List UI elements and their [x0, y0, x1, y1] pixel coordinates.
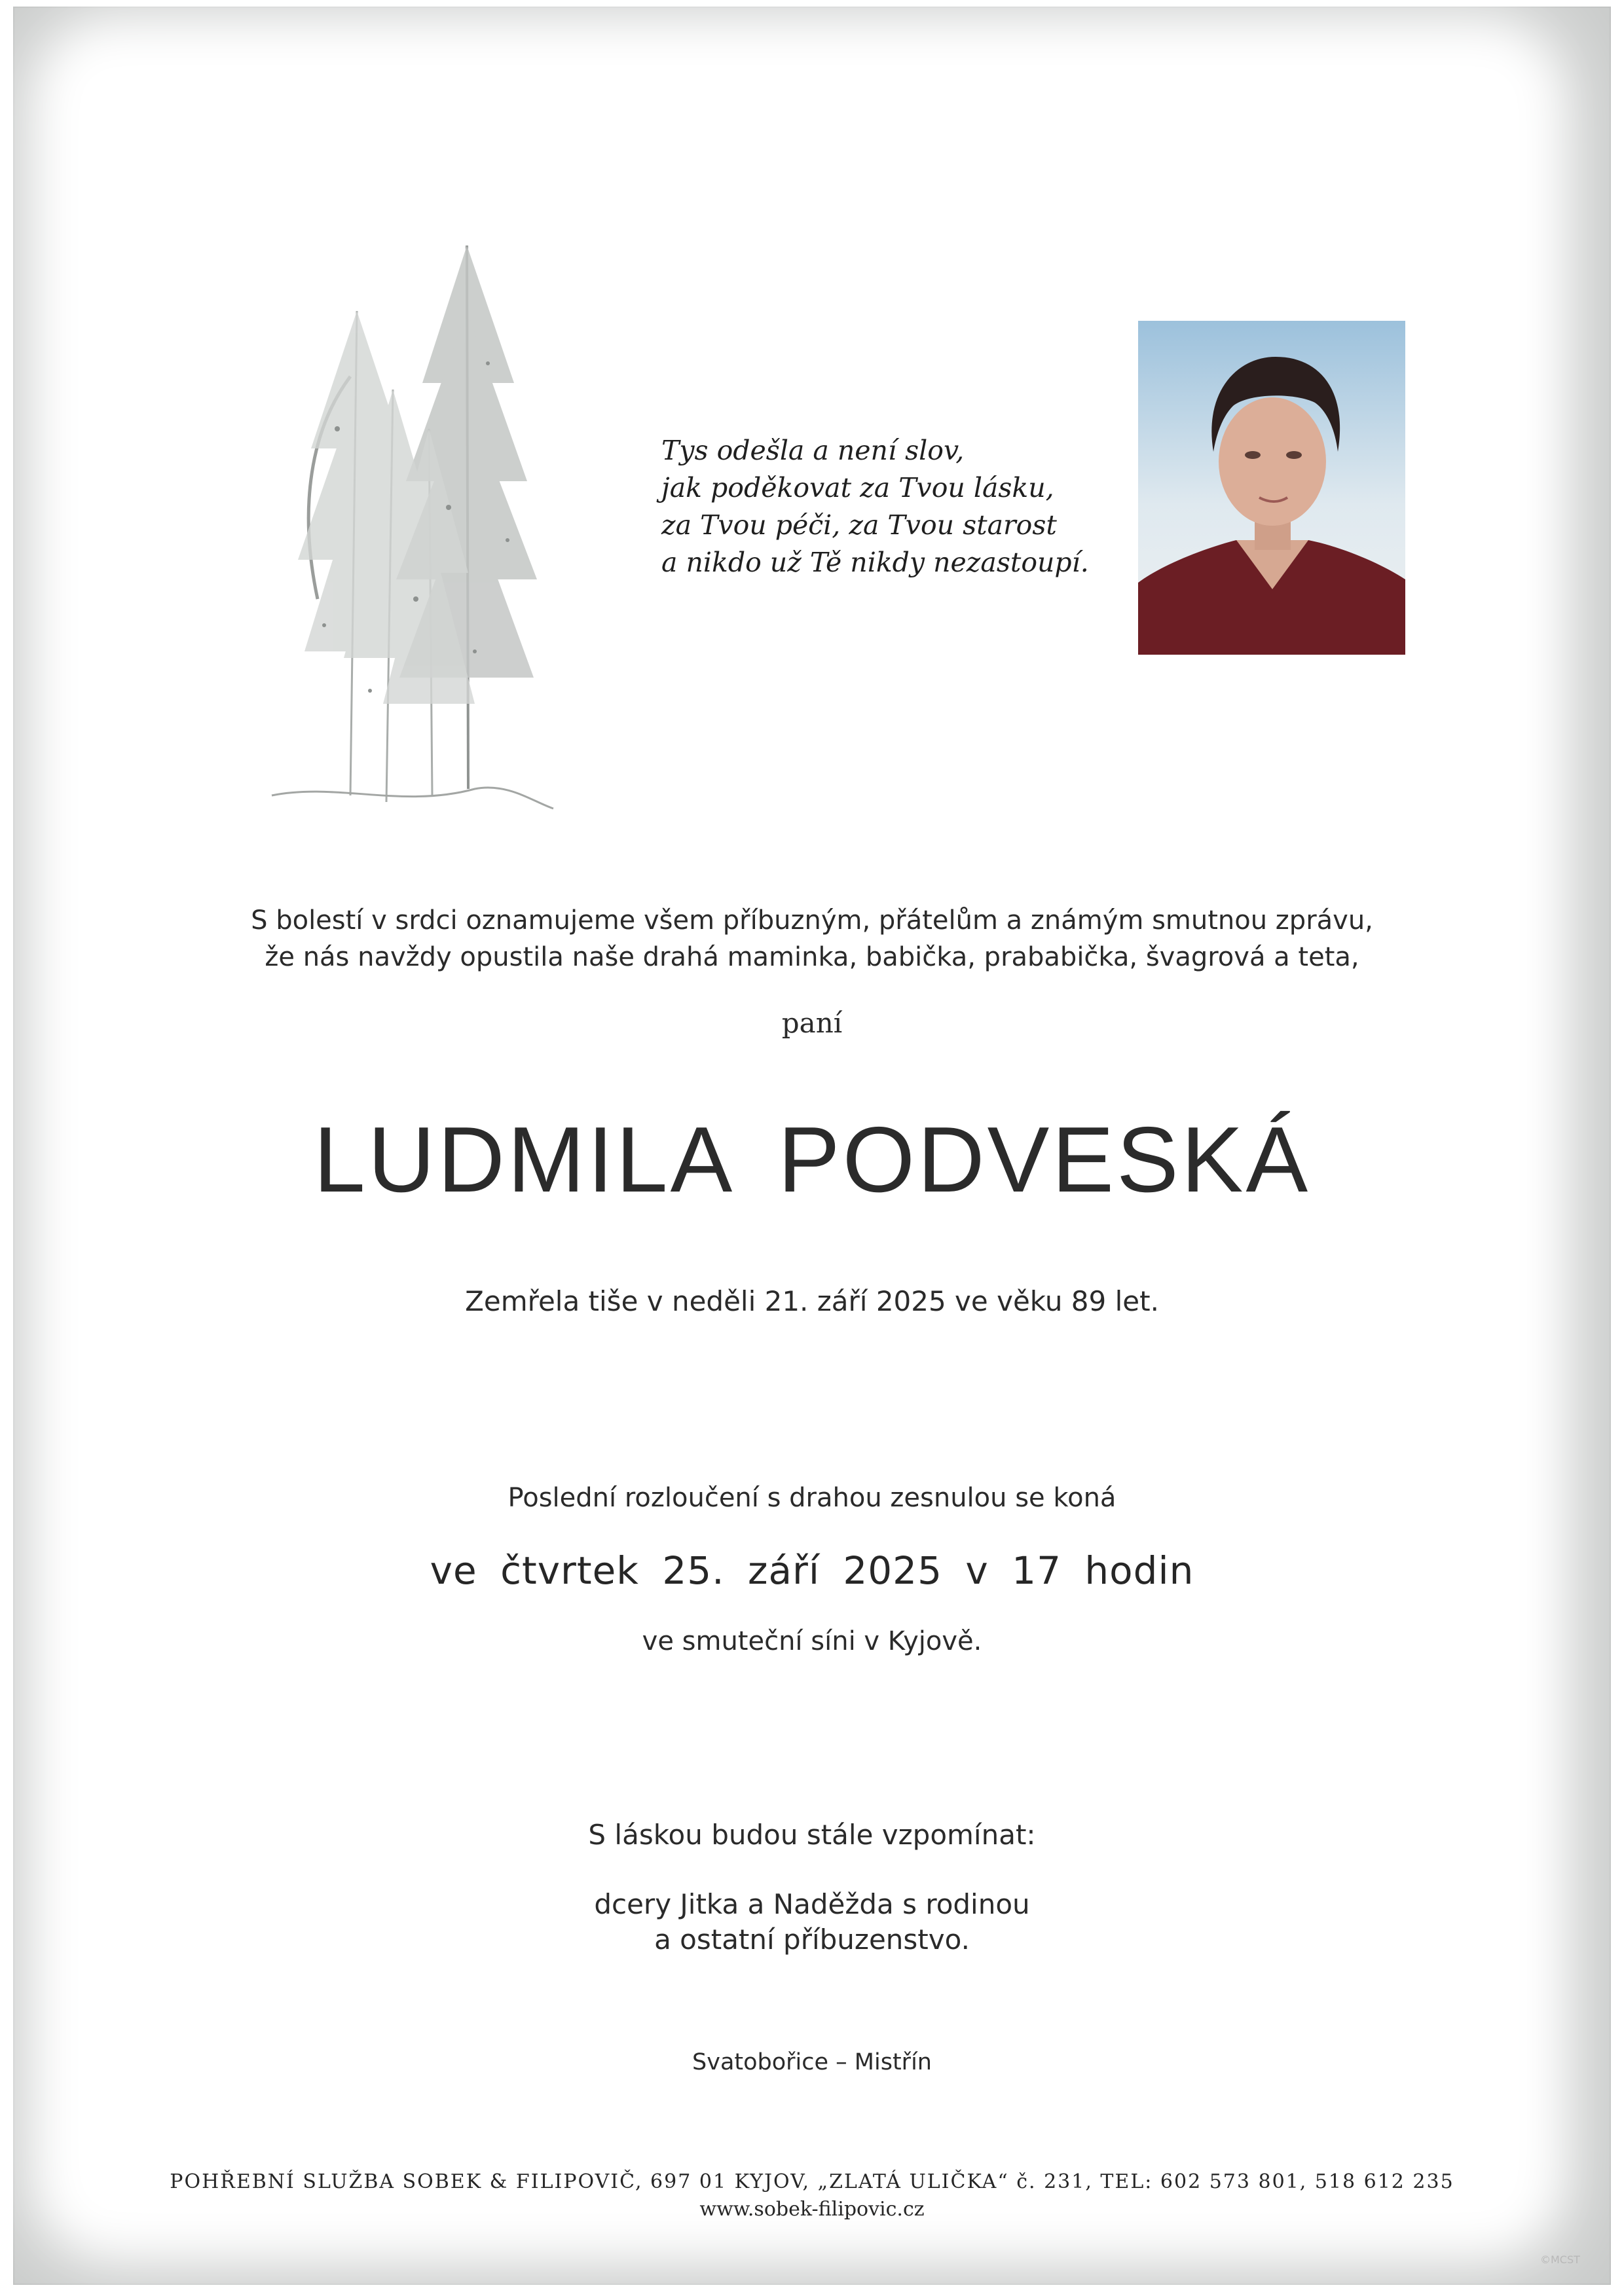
deceased-name: LUDMILA PODVESKÁ — [313, 1108, 1311, 1212]
honorific-title: paní — [781, 1007, 843, 1039]
mourners-list — [0, 1887, 1624, 1958]
pine-trees-illustration — [259, 232, 612, 835]
remembrance-heading: S láskou budou stále vzpomínat: — [588, 1819, 1036, 1851]
mourners-line: dcery Jitka a Naděžda s rodinou — [594, 1888, 1030, 1920]
poem-line: jak poděkovat za Tvou lásku, — [661, 472, 1054, 503]
announcement-intro — [0, 902, 1624, 975]
intro-line: S bolestí v srdci oznamujeme všem příbuzným, přátelům a známým smutnou zprávu, — [251, 905, 1373, 936]
death-notice: Zemřela tiše v neděli 21. září 2025 ve věku 89 let. — [465, 1285, 1159, 1317]
ceremony-datetime: ve čtvrtek 25. září 2025 v 17 hodin — [430, 1548, 1194, 1593]
poem-line: Tys odešla a není slov, — [661, 435, 965, 466]
poem-line: za Tvou péči, za Tvou starost — [661, 509, 1057, 541]
watermark: ©MCST — [1540, 2253, 1580, 2266]
ceremony-place: ve smuteční síni v Kyjově. — [642, 1626, 982, 1656]
intro-line: že nás navždy opustila naše drahá maminka, babička, prababička, švagrová a teta, — [265, 942, 1359, 972]
mourners-line: a ostatní příbuzenstvo. — [654, 1923, 970, 1956]
farewell-intro: Poslední rozloučení s drahou zesnulou se koná — [507, 1483, 1116, 1513]
funeral-service-contact: POHŘEBNÍ SLUŽBA SOBEK & FILIPOVIČ, 697 01 KYJOV, „ZLATÁ ULIČKA“ č. 231, TEL: 602 573 801, 518 612 235 — [170, 2170, 1454, 2193]
poem-line: a nikdo už Tě nikdy nezastoupí. — [661, 547, 1089, 578]
funeral-service-website: www.sobek-filipovic.cz — [699, 2198, 925, 2221]
portrait-photo — [1138, 321, 1405, 655]
memorial-poem — [661, 432, 1120, 581]
towns-line: Svatobořice – Mistřín — [692, 2049, 932, 2075]
